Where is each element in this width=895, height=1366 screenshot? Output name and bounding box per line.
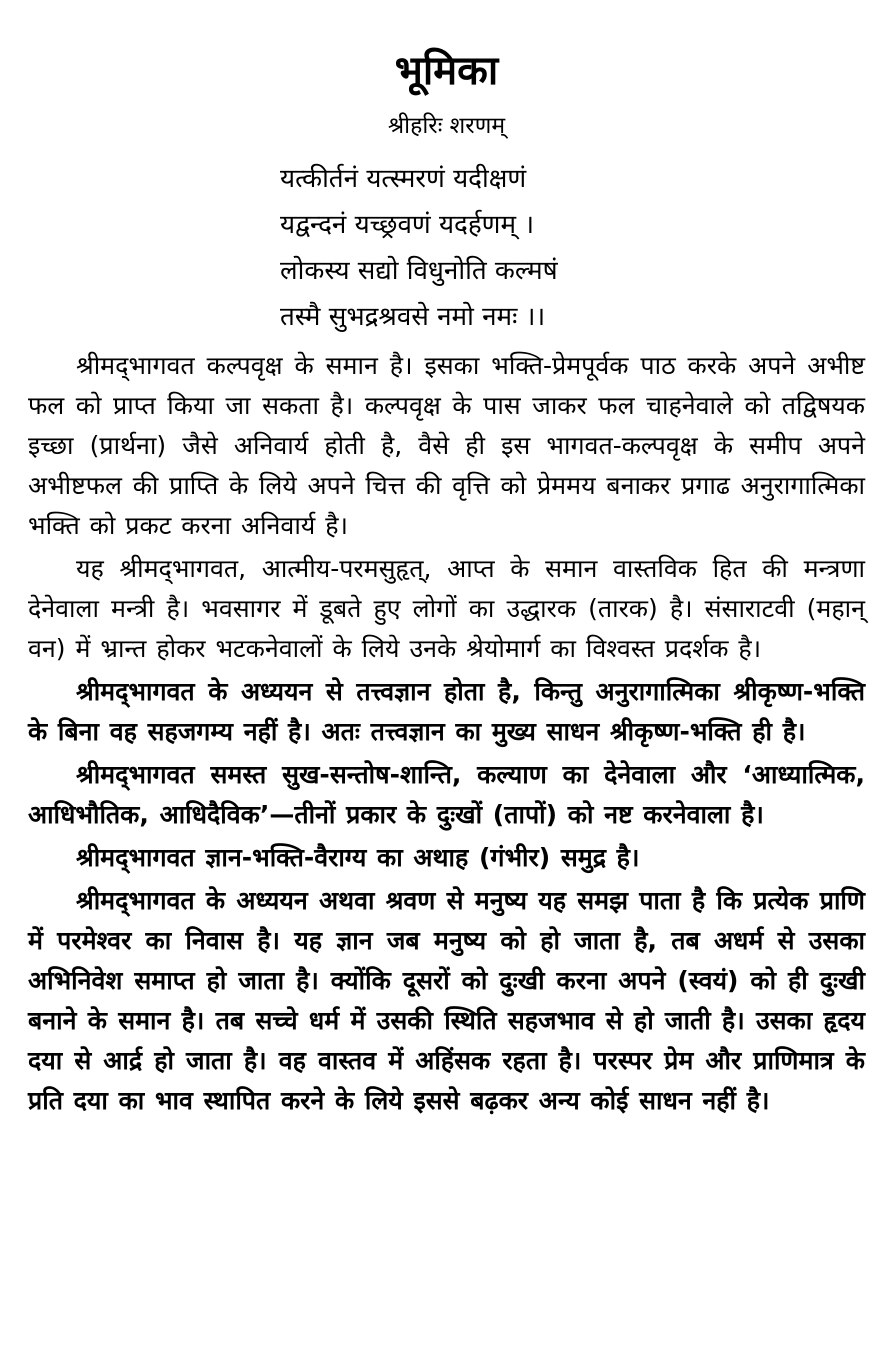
verse-line: लोकस्य सद्यो विधुनोति कल्मषं <box>280 255 558 286</box>
paragraph-dukh-nashak: श्रीमद्‌भागवत समस्त सुख-सन्तोष-शान्ति, कल्याण का देनेवाला और ‘आध्यात्मिक, आधिभौतिक, आधिदैविक’—तीनों प्रकार के दुःखों (तापों) को नष्ट करनेवाला है। <box>28 759 865 829</box>
paragraph-tattvajnana: श्रीमद्‌भागवत के अध्ययन से तत्त्वज्ञान होता है, किन्तु अनुरागात्मिका श्रीकृष्ण-भक्ति के बिना वह सहजगम्य नहीं है। अतः तत्त्वज्ञान का मुख्य साधन श्रीकृष्ण-भक्ति ही है। <box>28 676 865 746</box>
invocation-line: श्रीहरिः शरणम् <box>387 113 506 139</box>
verse-line: यत्कीर्तनं यत्स्मरणं यदीक्षणं <box>280 163 527 194</box>
paragraph-samudra: श्रीमद्‌भागवत ज्ञान-भक्ति-वैराग्य का अथाह (गंभीर) समुद्र है। <box>76 842 640 872</box>
verse-line: यद्वन्दनं यच्छ्रवणं यदर्हणम् । <box>280 209 535 240</box>
sanskrit-verse <box>28 156 865 340</box>
paragraph-mantri: यह श्रीमद्‌भागवत, आत्मीय-परमसुहृत्, आप्त के समान वास्तविक हित की मन्त्रणा देनेवाला मन्त्री है। भवसागर में डूबते हुए लोगों का उद्धारक (तारक) है। संसाराटवी (महान् वन) में भ्रान्त होकर भटकनेवालों के लिये उनके श्रेयोमार्ग का विश्वस्त प्रदर्शक है। <box>28 553 865 663</box>
paragraph-kalpavriksha: श्रीमद्‌भागवत कल्पवृक्ष के समान है। इसका भक्ति-प्रेमपूर्वक पाठ करके अपने अभीष्ट फल को प्राप्त किया जा सकता है। कल्पवृक्ष के पास जाकर फल चाहनेवाले को तद्विषयक इच्छा (प्रार्थना) जैसे अनिवार्य होती है, वैसे ही इस भागवत-कल्पवृक्ष के समीप अपने अभीष्टफल की प्राप्ति के लिये अपने चित्त की वृत्ति को प्रेममय बनाकर प्रगाढ अनुरागात्मिका भक्ति को प्रकट करना अनिवार्य है। <box>28 350 865 540</box>
verse-line: तस्मै सुभद्रश्रवसे नमो नमः ।। <box>280 301 546 332</box>
body-text <box>28 346 865 1121</box>
paragraph-parameshwar: श्रीमद्‌भागवत के अध्ययन अथवा श्रवण से मनुष्य यह समझ पाता है कि प्रत्येक प्राणि में परमेश्वर का निवास है। यह ज्ञान जब मनुष्य को हो जाता है, तब अधर्म से उसका अभिनिवेश समाप्त हो जाता है। क्योंकि दूसरों को दुःखी करना अपने (स्वयं) को ही दुःखी बनाने के समान है। तब सच्चे धर्म में उसकी स्थिति सहजभाव से हो जाती है। उसका हृदय दया से आर्द्र हो जाता है। वह वास्तव में अहिंसक रहता है। परस्पर प्रेम और प्राणिमात्र के प्रति दया का भाव स्थापित करने के लिये इससे बढ़कर अन्य कोई साधन नहीं है। <box>28 885 865 1115</box>
page-title: भूमिका <box>394 48 499 94</box>
